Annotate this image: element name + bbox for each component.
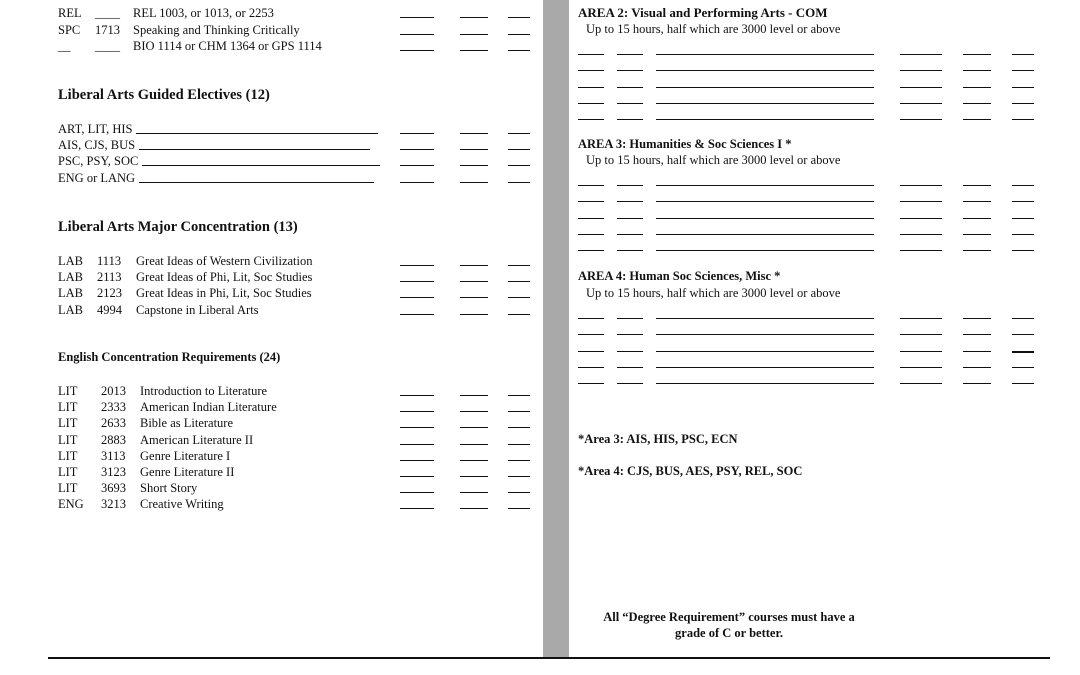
area3-row bbox=[0, 222, 1080, 238]
semester-blank[interactable] bbox=[963, 318, 991, 319]
grade-blank[interactable] bbox=[1012, 103, 1034, 104]
number-blank[interactable] bbox=[617, 367, 643, 368]
dept-blank[interactable] bbox=[578, 54, 604, 55]
number-blank[interactable] bbox=[617, 218, 643, 219]
course-code: LIT bbox=[58, 416, 78, 431]
english-course-row bbox=[0, 415, 540, 431]
title-blank[interactable] bbox=[656, 87, 874, 88]
semester-blank[interactable] bbox=[963, 103, 991, 104]
dept-blank[interactable] bbox=[578, 318, 604, 319]
hours-blank[interactable] bbox=[900, 383, 942, 384]
grade-blank[interactable] bbox=[508, 165, 530, 166]
number-blank[interactable] bbox=[617, 54, 643, 55]
title-blank[interactable] bbox=[656, 70, 874, 71]
hours-blank[interactable] bbox=[400, 444, 434, 445]
semester-blank[interactable] bbox=[460, 395, 488, 396]
hours-blank[interactable] bbox=[900, 70, 942, 71]
course-code: LAB bbox=[58, 254, 83, 268]
area2-row bbox=[0, 42, 1080, 58]
course-number: 1713 bbox=[95, 22, 120, 37]
area4-note: Up to 15 hours, half which are 3000 level or above bbox=[586, 286, 841, 300]
course-title: Short Story bbox=[140, 481, 198, 496]
grade-blank[interactable] bbox=[1012, 383, 1034, 384]
dept-blank[interactable] bbox=[578, 87, 604, 88]
major-course-row bbox=[0, 253, 540, 269]
dept-blank[interactable] bbox=[578, 70, 604, 71]
course-number: 2123 bbox=[97, 286, 122, 301]
semester-blank[interactable] bbox=[963, 119, 991, 120]
hours-blank[interactable] bbox=[900, 334, 942, 335]
elective-label: AIS, CJS, BUS bbox=[58, 138, 136, 153]
dept-blank[interactable] bbox=[578, 250, 604, 251]
english-course-row bbox=[0, 448, 540, 464]
grade-blank[interactable] bbox=[1012, 119, 1034, 120]
course-code: LIT bbox=[58, 448, 78, 463]
grade-blank[interactable] bbox=[1012, 367, 1034, 368]
number-blank[interactable] bbox=[617, 318, 643, 319]
course-code: LAB bbox=[58, 302, 83, 317]
hours-blank[interactable] bbox=[400, 395, 434, 396]
english-course-row bbox=[0, 496, 540, 512]
number-blank[interactable] bbox=[617, 383, 643, 384]
course-code: LIT bbox=[58, 481, 78, 496]
hours-blank[interactable] bbox=[900, 218, 942, 219]
hours-blank[interactable] bbox=[900, 234, 942, 235]
course-number: 3123 bbox=[101, 465, 126, 479]
grade-blank[interactable] bbox=[508, 411, 530, 412]
course-number: 2333 bbox=[101, 400, 126, 415]
course-title: Introduction to Literature bbox=[140, 384, 268, 398]
semester-blank[interactable] bbox=[963, 218, 991, 219]
hours-blank[interactable] bbox=[400, 149, 434, 150]
semester-blank[interactable] bbox=[460, 133, 488, 134]
hours-blank[interactable] bbox=[400, 265, 434, 266]
course-number: 2113 bbox=[97, 270, 122, 285]
hours-blank[interactable] bbox=[400, 34, 434, 35]
hours-blank[interactable] bbox=[900, 185, 942, 186]
semester-blank[interactable] bbox=[460, 149, 488, 150]
semester-blank[interactable] bbox=[460, 165, 488, 166]
course-title: American Indian Literature bbox=[140, 400, 277, 415]
grade-blank[interactable] bbox=[508, 297, 530, 298]
hours-blank[interactable] bbox=[900, 54, 942, 55]
major-course-row bbox=[0, 285, 540, 301]
area4-footnote: *Area 4: CJS, BUS, AES, PSY, REL, SOC bbox=[578, 464, 803, 478]
area4-heading: AREA 4: Human Soc Sciences, Misc * bbox=[578, 269, 781, 283]
course-number: 3113 bbox=[101, 448, 126, 463]
grade-blank[interactable] bbox=[508, 444, 530, 445]
semester-blank[interactable] bbox=[460, 34, 488, 35]
hours-blank[interactable] bbox=[400, 297, 434, 298]
course-number: 3693 bbox=[101, 481, 126, 496]
grade-note-line1: All “Degree Requirement” courses must have a bbox=[603, 610, 855, 624]
elective-course-blank[interactable] bbox=[139, 149, 370, 150]
area4-row bbox=[0, 322, 1080, 338]
grade-blank[interactable] bbox=[508, 281, 530, 282]
course-title: BIO 1114 or CHM 1364 or GPS 1114 bbox=[133, 39, 322, 53]
guided-electives-heading: Liberal Arts Guided Electives (12) bbox=[58, 87, 270, 103]
semester-blank[interactable] bbox=[460, 281, 488, 282]
area3-heading: AREA 3: Humanities & Soc Sciences I * bbox=[578, 137, 792, 151]
grade-blank[interactable] bbox=[1012, 201, 1034, 202]
grade-blank[interactable] bbox=[508, 133, 530, 134]
hours-blank[interactable] bbox=[400, 427, 434, 428]
grade-blank[interactable] bbox=[1012, 185, 1034, 186]
hours-blank[interactable] bbox=[400, 460, 434, 461]
number-blank[interactable] bbox=[617, 103, 643, 104]
elective-label: PSC, PSY, SOC bbox=[58, 154, 139, 169]
core-course-row bbox=[0, 5, 540, 21]
area3-footnote: *Area 3: AIS, HIS, PSC, ECN bbox=[578, 432, 738, 446]
dept-blank[interactable] bbox=[578, 234, 604, 235]
semester-blank[interactable] bbox=[963, 383, 991, 384]
grade-blank[interactable] bbox=[1012, 234, 1034, 235]
course-title: Genre Literature I bbox=[140, 448, 231, 463]
core-course-row bbox=[0, 22, 540, 38]
title-blank[interactable] bbox=[656, 54, 874, 55]
grade-blank[interactable] bbox=[1012, 250, 1034, 251]
course-title: Great Ideas of Western Civilization bbox=[136, 254, 313, 268]
number-blank[interactable] bbox=[617, 185, 643, 186]
semester-blank[interactable] bbox=[460, 265, 488, 266]
area2-row bbox=[0, 75, 1080, 91]
grade-blank[interactable] bbox=[508, 476, 530, 477]
course-code: __ bbox=[58, 39, 71, 53]
area3-note: Up to 15 hours, half which are 3000 level or above bbox=[586, 153, 841, 167]
course-number: 4994 bbox=[97, 302, 122, 317]
number-blank[interactable] bbox=[617, 234, 643, 235]
hours-blank[interactable] bbox=[900, 250, 942, 251]
number-blank[interactable] bbox=[617, 351, 643, 352]
semester-blank[interactable] bbox=[963, 250, 991, 251]
dept-blank[interactable] bbox=[578, 383, 604, 384]
major-concentration-heading: Liberal Arts Major Concentration (13) bbox=[58, 219, 298, 235]
hours-blank[interactable] bbox=[400, 508, 434, 509]
course-code: LAB bbox=[58, 286, 83, 301]
area2-row bbox=[0, 107, 1080, 123]
course-number: 2633 bbox=[101, 416, 126, 431]
dept-blank[interactable] bbox=[578, 103, 604, 104]
area4-row bbox=[0, 371, 1080, 387]
semester-blank[interactable] bbox=[460, 492, 488, 493]
grade-blank[interactable] bbox=[508, 492, 530, 493]
hours-blank[interactable] bbox=[900, 367, 942, 368]
title-blank[interactable] bbox=[656, 351, 874, 352]
course-title: American Literature II bbox=[140, 432, 254, 447]
grade-blank[interactable] bbox=[508, 508, 530, 509]
english-course-row bbox=[0, 399, 540, 415]
dept-blank[interactable] bbox=[578, 334, 604, 335]
course-number: 2883 bbox=[101, 432, 126, 447]
hours-blank[interactable] bbox=[900, 318, 942, 319]
area4-row bbox=[0, 339, 1080, 355]
course-number: 2013 bbox=[101, 384, 126, 398]
semester-blank[interactable] bbox=[963, 234, 991, 235]
grade-blank[interactable] bbox=[1012, 54, 1034, 55]
grade-blank[interactable] bbox=[508, 17, 530, 18]
number-blank[interactable] bbox=[617, 250, 643, 251]
course-code: LIT bbox=[58, 384, 78, 398]
semester-blank[interactable] bbox=[460, 427, 488, 428]
course-title: Great Ideas in Phi, Lit, Soc Studies bbox=[136, 286, 312, 301]
elective-course-blank[interactable] bbox=[136, 133, 378, 134]
course-number: 1113 bbox=[97, 254, 122, 268]
semester-blank[interactable] bbox=[460, 17, 488, 18]
hours-blank[interactable] bbox=[900, 119, 942, 120]
semester-blank[interactable] bbox=[963, 351, 991, 352]
course-title: Bible as Literature bbox=[140, 416, 234, 431]
elective-label: ENG or LANG bbox=[58, 170, 136, 185]
hours-blank[interactable] bbox=[400, 492, 434, 493]
hours-blank[interactable] bbox=[400, 281, 434, 282]
semester-blank[interactable] bbox=[963, 70, 991, 71]
title-blank[interactable] bbox=[656, 185, 874, 186]
course-title: Great Ideas of Phi, Lit, Soc Studies bbox=[136, 270, 313, 285]
course-code: LAB bbox=[58, 270, 83, 285]
number-blank[interactable] bbox=[617, 334, 643, 335]
grade-note-line2: grade of C or better. bbox=[675, 626, 783, 640]
course-title: Genre Literature II bbox=[140, 465, 235, 479]
english-course-row bbox=[0, 432, 540, 448]
title-blank[interactable] bbox=[656, 318, 874, 319]
course-code: SPC bbox=[58, 22, 81, 37]
grade-blank[interactable] bbox=[508, 34, 530, 35]
grade-blank[interactable] bbox=[1012, 351, 1034, 353]
semester-blank[interactable] bbox=[460, 476, 488, 477]
elective-course-blank[interactable] bbox=[142, 165, 380, 166]
dept-blank[interactable] bbox=[578, 351, 604, 352]
grade-blank[interactable] bbox=[508, 395, 530, 396]
title-blank[interactable] bbox=[656, 250, 874, 251]
title-blank[interactable] bbox=[656, 201, 874, 202]
grade-blank[interactable] bbox=[1012, 218, 1034, 219]
semester-blank[interactable] bbox=[460, 444, 488, 445]
course-number: 3213 bbox=[101, 497, 126, 512]
title-blank[interactable] bbox=[656, 367, 874, 368]
course-code: LIT bbox=[58, 465, 78, 479]
dept-blank[interactable] bbox=[578, 201, 604, 202]
semester-blank[interactable] bbox=[963, 87, 991, 88]
number-blank[interactable] bbox=[617, 70, 643, 71]
area2-heading: AREA 2: Visual and Performing Arts - COM bbox=[578, 5, 828, 20]
major-course-row bbox=[0, 269, 540, 285]
dept-blank[interactable] bbox=[578, 119, 604, 120]
dept-blank[interactable] bbox=[578, 185, 604, 186]
area4-row bbox=[0, 306, 1080, 322]
course-title: REL 1003, or 1013, or 2253 bbox=[133, 6, 274, 20]
number-blank[interactable] bbox=[617, 87, 643, 88]
area3-row bbox=[0, 173, 1080, 189]
area2-note: Up to 15 hours, half which are 3000 level or above bbox=[586, 22, 841, 36]
title-blank[interactable] bbox=[656, 103, 874, 104]
number-blank[interactable] bbox=[617, 201, 643, 202]
semester-blank[interactable] bbox=[460, 411, 488, 412]
semester-blank[interactable] bbox=[963, 367, 991, 368]
elective-row bbox=[0, 137, 540, 153]
title-blank[interactable] bbox=[656, 334, 874, 335]
semester-blank[interactable] bbox=[963, 54, 991, 55]
course-number: ____ bbox=[95, 39, 120, 53]
course-code: REL bbox=[58, 6, 82, 20]
area2-row bbox=[0, 91, 1080, 107]
elective-label: ART, LIT, HIS bbox=[58, 122, 133, 136]
course-title: Speaking and Thinking Critically bbox=[133, 22, 300, 37]
semester-blank[interactable] bbox=[963, 201, 991, 202]
course-code: LIT bbox=[58, 432, 78, 447]
hours-blank[interactable] bbox=[900, 87, 942, 88]
number-blank[interactable] bbox=[617, 119, 643, 120]
grade-blank[interactable] bbox=[1012, 70, 1034, 71]
hours-blank[interactable] bbox=[900, 201, 942, 202]
english-course-row bbox=[0, 480, 540, 496]
course-title: Creative Writing bbox=[140, 497, 224, 512]
grade-blank[interactable] bbox=[1012, 334, 1034, 335]
semester-blank[interactable] bbox=[963, 334, 991, 335]
semester-blank[interactable] bbox=[963, 185, 991, 186]
grade-blank[interactable] bbox=[508, 149, 530, 150]
title-blank[interactable] bbox=[656, 119, 874, 120]
area3-row bbox=[0, 238, 1080, 254]
dept-blank[interactable] bbox=[578, 218, 604, 219]
hours-blank[interactable] bbox=[400, 17, 434, 18]
grade-blank[interactable] bbox=[1012, 87, 1034, 88]
elective-row bbox=[0, 121, 540, 137]
english-concentration-heading: English Concentration Requirements (24) bbox=[58, 350, 281, 364]
course-code: LIT bbox=[58, 400, 78, 415]
hours-blank[interactable] bbox=[900, 351, 942, 352]
hours-blank[interactable] bbox=[400, 476, 434, 477]
grade-blank[interactable] bbox=[508, 265, 530, 266]
hours-blank[interactable] bbox=[900, 103, 942, 104]
hours-blank[interactable] bbox=[400, 165, 434, 166]
page-bottom-rule bbox=[48, 657, 1050, 659]
semester-blank[interactable] bbox=[460, 508, 488, 509]
semester-blank[interactable] bbox=[460, 297, 488, 298]
elective-row bbox=[0, 153, 540, 169]
hours-blank[interactable] bbox=[400, 133, 434, 134]
area4-row bbox=[0, 355, 1080, 371]
grade-blank[interactable] bbox=[1012, 318, 1034, 319]
area3-row bbox=[0, 206, 1080, 222]
grade-blank[interactable] bbox=[508, 460, 530, 461]
area3-row bbox=[0, 189, 1080, 205]
title-blank[interactable] bbox=[656, 218, 874, 219]
grade-blank[interactable] bbox=[508, 427, 530, 428]
course-code: ENG bbox=[58, 497, 84, 512]
course-title: Capstone in Liberal Arts bbox=[136, 302, 259, 317]
hours-blank[interactable] bbox=[400, 411, 434, 412]
course-number: ____ bbox=[95, 6, 120, 20]
title-blank[interactable] bbox=[656, 234, 874, 235]
title-blank[interactable] bbox=[656, 383, 874, 384]
english-course-row bbox=[0, 464, 540, 480]
area2-row bbox=[0, 58, 1080, 74]
dept-blank[interactable] bbox=[578, 367, 604, 368]
semester-blank[interactable] bbox=[460, 460, 488, 461]
